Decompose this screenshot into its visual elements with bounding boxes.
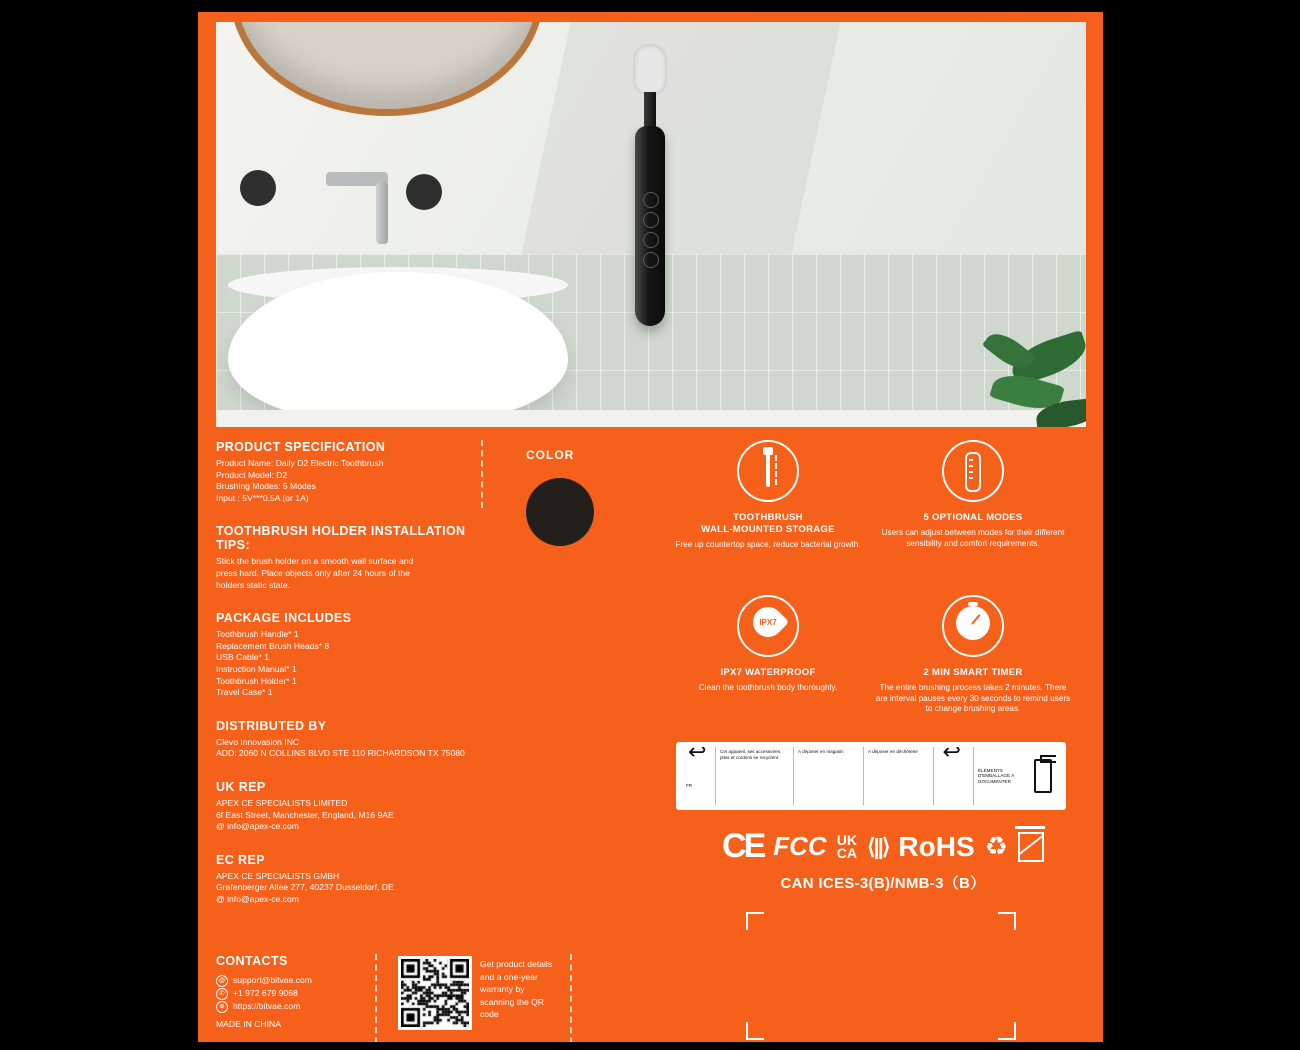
feature-five-modes (873, 440, 1073, 549)
crop-mark (746, 912, 764, 930)
holder-tips-line: holders static state. (216, 579, 291, 590)
vertical-dashed-divider (375, 954, 377, 1042)
wall-knob-left (240, 170, 276, 206)
certification-row (698, 827, 1068, 893)
weee-packaging-text: ÉLÉMENTS D'EMBALLAGE À DOCUMENTER (978, 767, 1015, 784)
weee-cell-text: A déposer en magasin (794, 747, 864, 805)
rohs-mark-icon: RoHS (898, 830, 975, 862)
package-line: Instruction Manual* 1 (216, 663, 297, 674)
package-line: Toothbrush Handle* 1 (216, 629, 299, 640)
recycle-triangle-icon: ♻ (984, 831, 1008, 861)
contacts-block (216, 954, 396, 1029)
globe-icon: ⊕ (216, 1001, 228, 1013)
distributed-by-title: DISTRIBUTED BY (216, 718, 327, 733)
weee-cell-text: Cet appareil, ses accessoires, piles et cordons se recyclent (716, 747, 794, 805)
package-line: Travel Case* 1 (216, 687, 273, 698)
holder-tips-line: Stick the brush holder on a smooth wall surface and (216, 556, 414, 567)
color-swatch-black (526, 478, 594, 546)
feature-body: The entire brushing process takes 2 minutes. There are interval pauses every 30 seconds to remind users to change brushing areas. (875, 683, 1071, 714)
uk-rep-email: @ info@apex-ce.com (216, 821, 299, 832)
phone-icon: ✆ (216, 988, 228, 1000)
recycle-arrow-icon (941, 751, 967, 781)
eac-mark-icon: ⟨||⟩ (866, 833, 889, 859)
color-title: COLOR (526, 448, 575, 462)
waterproof-drop-icon (737, 595, 799, 657)
package-includes-block (216, 611, 496, 699)
toothbrush-button-2 (643, 212, 659, 228)
package-line: USB Cable* 1 (216, 652, 270, 663)
ce-mark-icon: CE (722, 827, 764, 865)
toothbrush-button-4 (643, 252, 659, 268)
ec-rep-line: APEX CE SPECIALISTS GMBH (216, 870, 340, 881)
holder-tips-line: press hard. Place objects only after 24 hours of the (216, 567, 410, 578)
wall-knob-right (406, 174, 442, 210)
uk-rep-line: APEX CE SPECIALISTS LIMITED (216, 797, 348, 808)
holder-installation-block (216, 524, 496, 591)
recycle-arrow-icon (686, 751, 712, 781)
ec-rep-email: @ info@apex-ce.com (216, 893, 299, 904)
feature-title: IPX7 WATERPROOF (720, 667, 816, 678)
package-includes-title: PACKAGE INCLUDES (216, 611, 352, 626)
vertical-dashed-divider (570, 954, 572, 1042)
holder-tips-title: TOOTHBRUSH HOLDER INSTALLATION TIPS: (216, 524, 466, 553)
qr-code[interactable] (398, 956, 472, 1030)
ec-rep-title: EC REP (216, 852, 265, 867)
left-info-column (216, 440, 496, 925)
crop-mark (998, 912, 1016, 930)
potted-plant (946, 313, 1086, 427)
hero-photo (216, 22, 1086, 427)
made-in-label: MADE IN CHINA (216, 1019, 281, 1029)
weee-recycling-box (676, 742, 1066, 810)
contact-website[interactable] (216, 1000, 396, 1013)
distributor-line: ADD: 2060 N COLLINS BLVD STE 110 RICHARDSON TX 75080 (216, 748, 465, 759)
uk-rep-line: 6f East Street, Manchester, England, M16 9AE (216, 809, 394, 820)
weee-crossed-bin-icon (1018, 832, 1044, 862)
weee-region-label: FR (686, 783, 693, 788)
ec-rep-block (216, 853, 496, 906)
uk-rep-title: UK REP (216, 779, 266, 794)
feature-body: Free up countertop space, reduce bacterial growth. (675, 540, 861, 549)
feature-smart-timer (873, 595, 1073, 715)
orange-panel (198, 12, 1103, 1042)
distributor-line: Clevo Innovasion INC (216, 736, 300, 747)
contact-phone-text: +1 972 679 9068 (233, 988, 298, 998)
contact-email-text: support@bitvae.com (233, 975, 312, 985)
feature-body: Clean the toothbrush body thoroughly. (698, 683, 838, 692)
fcc-mark-icon: FCC (773, 831, 827, 861)
vertical-dashed-divider (481, 440, 483, 508)
contact-email[interactable] (216, 974, 396, 987)
email-icon: @ (216, 975, 228, 987)
spec-line: Product Name: Daily D2 Electric Toothbrush (216, 458, 384, 468)
feature-title-2: WALL-MOUNTED STORAGE (701, 524, 835, 535)
wall-shadow (521, 22, 840, 254)
ec-rep-line: Grafenberger Allee 277, 40237 Dusseldorf, DE (216, 882, 394, 893)
toothbrush-button-3 (643, 232, 659, 248)
contact-website-text: https://bitvae.com (233, 1001, 301, 1011)
waste-bin-icon (1034, 759, 1052, 793)
smart-timer-icon (942, 595, 1004, 657)
five-modes-icon (942, 440, 1004, 502)
toothbrush-button-1 (643, 192, 659, 208)
distributed-by-block (216, 719, 496, 760)
product-specification-title: PRODUCT SPECIFICATION (216, 440, 386, 454)
weee-cell (682, 747, 716, 805)
feature-ipx7-waterproof (668, 595, 868, 694)
ukca-mark-icon: UK CA (836, 831, 857, 861)
spec-line: Input : 5V***0.5A (or 1A) (216, 492, 309, 503)
feature-title: 2 MIN SMART TIMER (923, 667, 1023, 678)
contacts-title: CONTACTS (216, 954, 288, 968)
uk-rep-block (216, 780, 496, 833)
ices-compliance-line: CAN ICES-3(B)/NMB-3（B） (780, 875, 986, 892)
package-line: Toothbrush Holder* 1 (216, 675, 297, 686)
spec-line: Brushing Modes: 5 Modes (216, 481, 316, 492)
package-line: Replacement Brush Heads* 8 (216, 640, 330, 651)
ipx7-badge-text: IPX7 (759, 617, 777, 627)
color-block (526, 448, 646, 546)
spec-line: Product Model: D2 (216, 469, 288, 480)
contact-phone[interactable] (216, 987, 396, 1000)
weee-cell-text: A déposer en déchèterie (864, 747, 934, 805)
weee-cell (934, 747, 974, 805)
weee-cell-packaging (974, 747, 1056, 805)
product-specification-block (216, 440, 496, 504)
feature-body: Users can adjust between modes for their different sensibility and comfort requirements. (881, 528, 1065, 548)
feature-wall-mounted-storage (668, 440, 868, 551)
crop-mark (998, 1022, 1016, 1040)
crop-mark (746, 1022, 764, 1040)
toothbrush-head (633, 44, 667, 96)
toothbrush-wall-mount-icon (737, 440, 799, 502)
feature-title: 5 OPTIONAL MODES (923, 512, 1023, 523)
feature-title: TOOTHBRUSH (733, 512, 803, 523)
qr-caption: Get product details and a one-year warranty by scanning the QR code (480, 959, 553, 1019)
wall-faucet (326, 172, 388, 186)
